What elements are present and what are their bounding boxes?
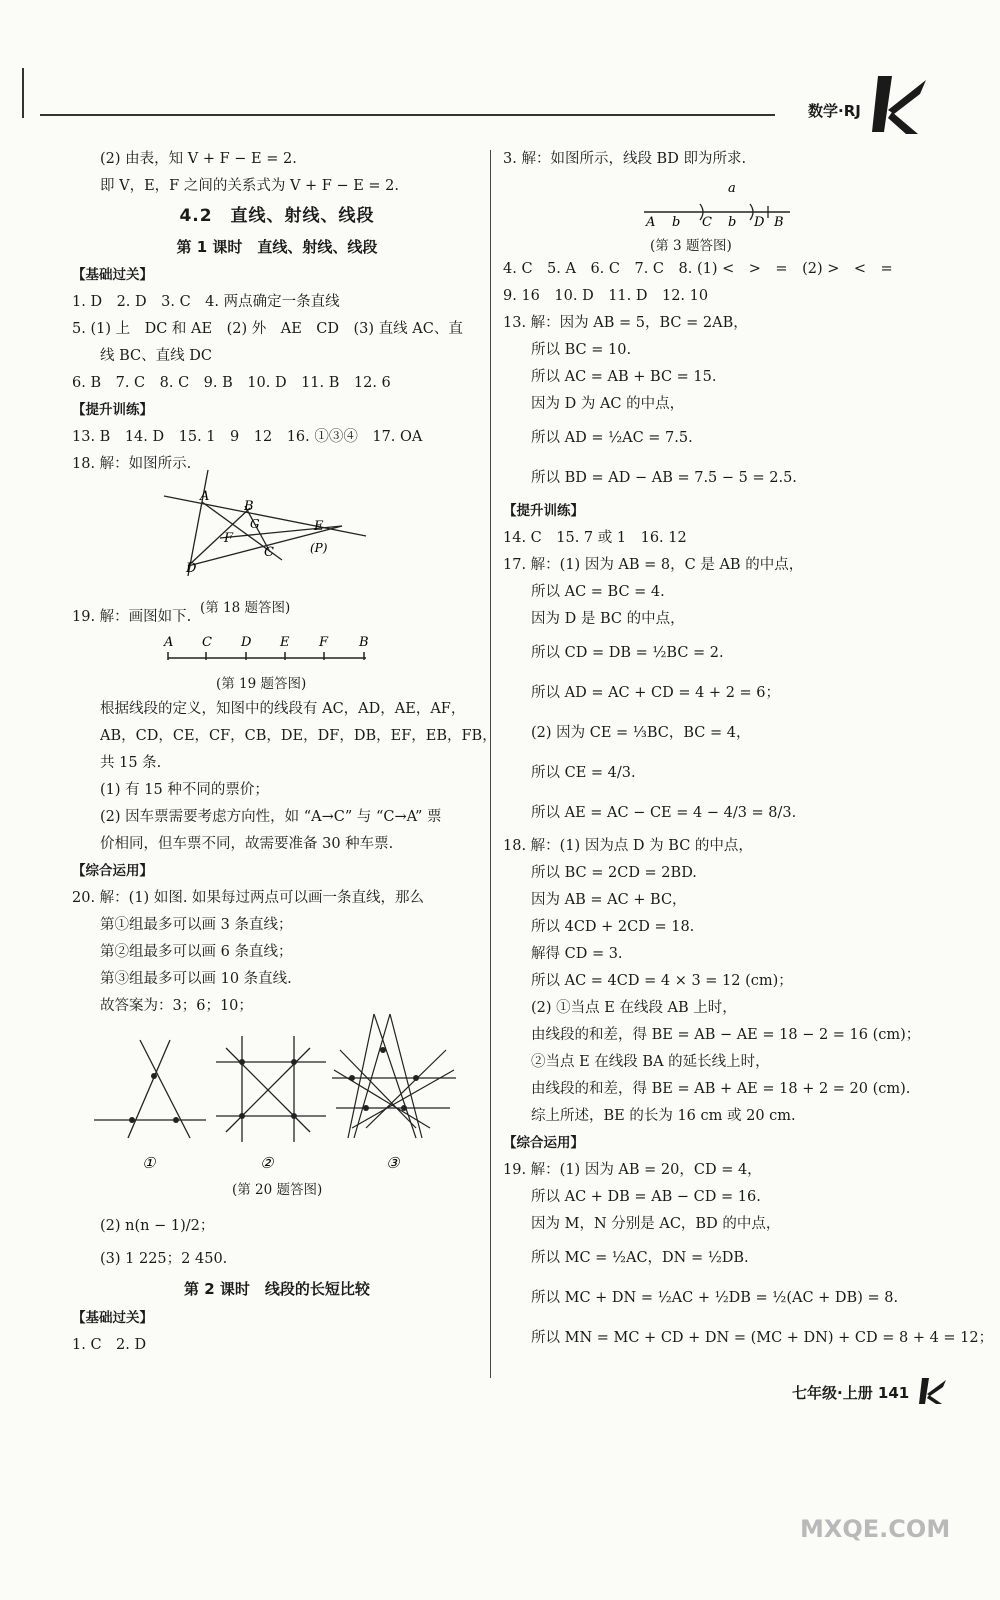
figure-caption: (第 18 题答图) (200, 600, 291, 616)
header-subject: 数学·RJ (808, 102, 861, 120)
right-column (503, 256, 994, 1358)
text-line: (1) 有 15 种不同的票价； (100, 782, 269, 798)
text-line: 第①组最多可以画 3 条直线； (100, 917, 293, 933)
answer-line: 17. 解：(1) 因为 AB = 8，C 是 AB 的中点， (503, 557, 804, 573)
fig18-label: (P) (310, 541, 328, 555)
section-tag: 【基础过关】 (72, 1310, 153, 1326)
answer-line: 20. 解：(1) 如图. 如果每过两点可以画一条直线，那么 (72, 890, 425, 906)
text-line: 因为 D 是 BC 的中点， (531, 611, 685, 627)
text-line: 所以 BC = 10. (531, 342, 632, 358)
fig3-label: D (754, 215, 765, 228)
text-line: 因为 AB = AC + BC， (531, 892, 687, 908)
fig20-label: ③ (386, 1154, 400, 1170)
figure-19 (160, 632, 375, 668)
figure-caption: (第 19 题答图) (216, 676, 307, 692)
section-heading: 4.2 直线、射线、线段 (179, 206, 375, 226)
fig3-label: a (728, 181, 736, 196)
text-line: 所以 MN = MC + CD + DN = (MC + DN) + CD = 8 + 4 = 12； (531, 1330, 994, 1346)
figure-caption: (第 20 题答图) (232, 1182, 323, 1198)
fig19-label: E (280, 635, 290, 650)
fig19-label: C (202, 635, 212, 650)
text-line: (2) 因车票需要考虑方向性，如 “A→C” 与 “C→A” 票 (100, 809, 442, 825)
text-line: 第③组最多可以画 10 条直线. (100, 971, 292, 987)
answer-line: (2) n(n − 1)/2； (100, 1218, 215, 1234)
text-line: 所以 AC = 4CD = 4 × 3 = 12 (cm)； (531, 973, 793, 989)
fig19-label: D (241, 635, 252, 650)
fig18-label: C (264, 545, 274, 560)
answer-line: (3) 1 225；2 450. (100, 1251, 228, 1267)
section-tag: 【提升训练】 (503, 503, 584, 519)
section-tag: 【基础过关】 (72, 267, 153, 283)
fig19-label: B (359, 635, 369, 650)
text-line: 即 V，E，F 之间的关系式为 V + F − E = 2. (100, 178, 399, 194)
fig18-label: G (250, 517, 260, 531)
figure-18 (160, 468, 370, 588)
text-line: 所以 MC + DN = ½AC + ½DB = ½(AC + DB) = 8. (531, 1290, 899, 1306)
fig18-label: B (244, 499, 254, 514)
text-line: 所以 AC = BC = 4. (531, 584, 665, 600)
column-divider (490, 150, 491, 1378)
text-line: 第②组最多可以画 6 条直线； (100, 944, 293, 960)
footer-grade: 七年级·上册 141 (792, 1384, 910, 1402)
text-line: 共 15 条. (100, 755, 162, 771)
fig3-label: b (672, 215, 681, 228)
text-line: 所以 AD = AC + CD = 4 + 2 = 6； (531, 685, 781, 701)
answer-line: 1. C 2. D (72, 1337, 147, 1353)
text-line: 所以 AE = AC − CE = 4 − 4/3 = 8/3. (531, 805, 797, 821)
left-column-b (72, 696, 497, 1020)
answer-line: 18. 解：(1) 因为点 D 为 BC 的中点， (503, 838, 753, 854)
answer-line: 19. 解：画图如下. (72, 609, 192, 625)
header-rule (40, 114, 775, 116)
answer-line: 13. 解：因为 AB = 5，BC = 2AB， (503, 315, 748, 331)
section-tag: 【综合运用】 (503, 1135, 584, 1151)
text-line: 所以 BC = 2CD = 2BD. (531, 865, 697, 881)
text-line: 所以 CE = 4/3. (531, 765, 636, 781)
text-line: 综上所述，BE 的长为 16 cm 或 20 cm. (531, 1108, 796, 1124)
fig3-label: B (774, 215, 784, 228)
fig20-label: ① (142, 1154, 156, 1170)
text-line: 所以 AC = AB + BC = 15. (531, 369, 717, 385)
answer-line: 14. C 15. 7 或 1 16. 12 (503, 530, 687, 546)
fig3-label: C (702, 215, 712, 228)
header-tick (22, 68, 24, 118)
answer-line: 19. 解：(1) 因为 AB = 20，CD = 4， (503, 1162, 762, 1178)
answer-line: 13. B 14. D 15. 1 9 12 16. ①③④ 17. OA (72, 429, 423, 445)
answer-line: 线 BC、直线 DC (100, 348, 212, 364)
section-tag: 【综合运用】 (72, 863, 153, 879)
text-line: 价相同，但车票不同，故需要准备 30 种车票. (100, 836, 394, 852)
fig19-label: F (319, 635, 329, 650)
section-tag: 【提升训练】 (72, 402, 153, 418)
answer-line: 6. B 7. C 8. C 9. B 10. D 11. B 12. 6 (72, 375, 391, 391)
answer-line: 18. 解：如图所示. (72, 456, 192, 472)
figure-3 (640, 178, 800, 228)
text-line: 因为 M，N 分别是 AC，BD 的中点， (531, 1216, 781, 1232)
text-line: 所以 AD = ½AC = 7.5. (531, 430, 693, 446)
figure-caption: (第 3 题答图) (650, 238, 732, 254)
text-line: (2) ①当点 E 在线段 AB 上时， (531, 1000, 737, 1016)
text-line: 因为 D 为 AC 的中点， (531, 396, 685, 412)
footer-logo-icon (918, 1376, 948, 1406)
text-line: (2) 因为 CE = ⅓BC，BC = 4， (531, 725, 751, 741)
text-line: 所以 MC = ½AC，DN = ½DB. (531, 1250, 749, 1266)
fig3-label: A (646, 215, 656, 228)
figure-20 (90, 1010, 470, 1170)
text-line: 根据线段的定义，知图中的线段有 AC，AD，AE，AF， (100, 701, 466, 717)
text-line: AB，CD，CE，CF，CB，DE，DF，DB，EF，EB，FB， (100, 728, 497, 744)
answer-line: 3. 解：如图所示，线段 BD 即为所求. (503, 151, 747, 167)
text-line: ②当点 E 在线段 BA 的延长线上时， (531, 1054, 770, 1070)
text-line: 所以 4CD + 2CD = 18. (531, 919, 695, 935)
answer-line: 5. (1) 上 DC 和 AE (2) 外 AE CD (3) 直线 AC、直 (72, 321, 463, 337)
fig19-label: A (164, 635, 174, 650)
text-line: (2) 由表，知 V + F − E = 2. (100, 151, 297, 167)
watermark: MXQE.COM (800, 1515, 951, 1543)
text-line: 所以 CD = DB = ½BC = 2. (531, 645, 724, 661)
lesson-heading: 第 2 课时 线段的长短比较 (184, 1280, 370, 1298)
left-column (72, 146, 482, 478)
answer-line: 4. C 5. A 6. C 7. C 8. (1) < > = (2) > < = (503, 261, 893, 277)
fig18-label: A (200, 489, 210, 504)
fig18-label: E (314, 519, 324, 534)
left-column-c (72, 1206, 482, 1359)
text-line: 所以 AC + DB = AB − CD = 16. (531, 1189, 761, 1205)
fig18-label: D (186, 561, 197, 576)
lesson-heading: 第 1 课时 直线、射线、线段 (176, 238, 378, 256)
fig20-label: ② (260, 1154, 274, 1170)
brand-logo-icon (870, 72, 930, 142)
text-line: 故答案为：3；6；10； (100, 998, 253, 1014)
text-line: 由线段的和差，得 BE = AB − AE = 18 − 2 = 16 (cm)； (531, 1027, 921, 1043)
answer-line: 9. 16 10. D 11. D 12. 10 (503, 288, 709, 304)
text-line: 所以 BD = AD − AB = 7.5 − 5 = 2.5. (531, 470, 797, 486)
fig18-label: F (224, 531, 234, 546)
text-line: 由线段的和差，得 BE = AB + AE = 18 + 2 = 20 (cm). (531, 1081, 911, 1097)
fig3-label: b (728, 215, 737, 228)
answer-line: 1. D 2. D 3. C 4. 两点确定一条直线 (72, 294, 340, 310)
text-line: 解得 CD = 3. (531, 946, 623, 962)
